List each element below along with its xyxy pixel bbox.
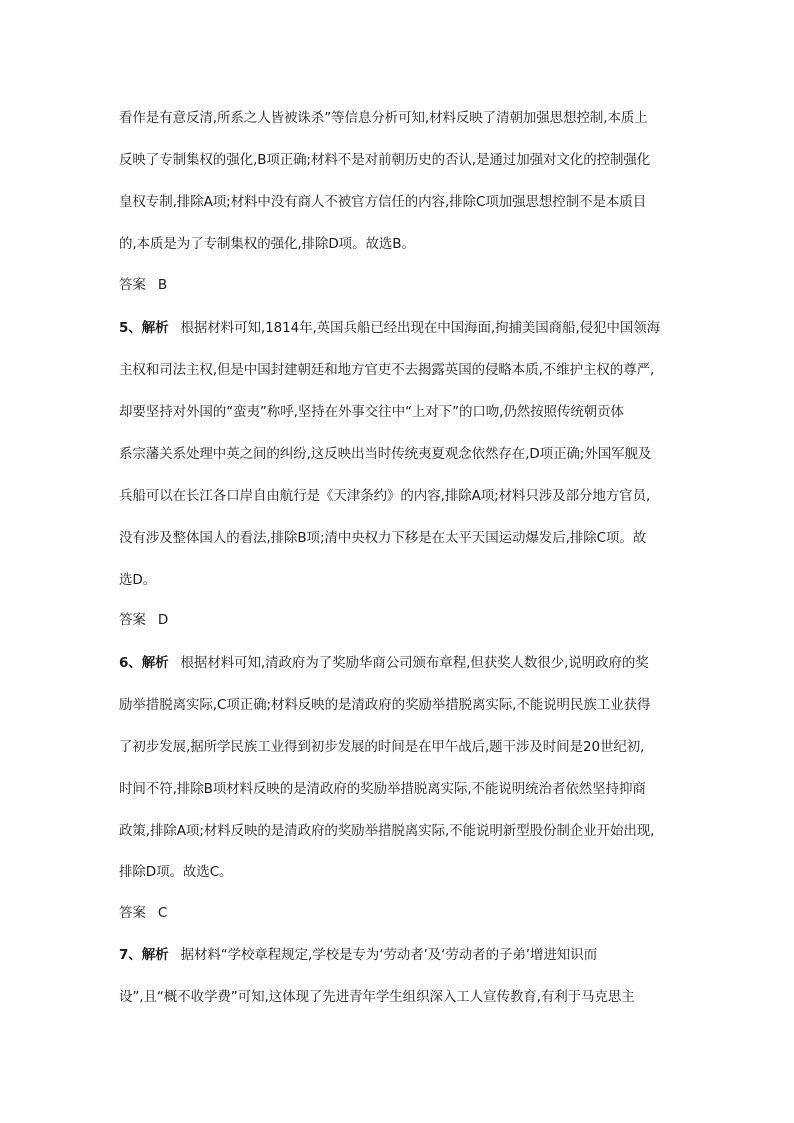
question-number: 7、 [119, 947, 142, 963]
answer-value: B [157, 277, 167, 293]
paragraph-line: 却要坚持对外国的“蛮夷”称呼,坚持在外事交往中“上对下”的口吻,仍然按照传统朝贡体 [119, 404, 624, 420]
paragraph-line: 看作是有意反清,所系之人皆被诛杀”等信息分析可知,材料反映了清朝加强思想控制,本质上 [119, 110, 648, 126]
paragraph-line: 主权和司法主权,但是中国封建朝廷和地方官吏不去揭露英国的侵略本质,不维护主权的尊严, [119, 362, 655, 378]
analysis-text: 根据材料可知,清政府为了奖励华商公司颁布章程,但获奖人数很少,说明政府的奖 [180, 655, 649, 671]
analysis-label: 解析 [141, 947, 169, 963]
analysis-label: 解析 [141, 320, 169, 336]
paragraph-line: 设”,且“概不收学费”可知,这体现了先进青年学生组织深入工人宣传教育,有利于马克思主 [119, 989, 635, 1005]
answer-line [119, 903, 679, 923]
answer-value: C [157, 905, 168, 921]
analysis-text: 据材料“学校章程规定,学校是专为‘劳动者’及‘劳动者的子弟’增进知识而 [180, 947, 597, 963]
paragraph-line: 政策,排除A项;材料反映的是清政府的奖励举措脱离实际,不能说明新型股份制企业开始出现, [119, 823, 655, 839]
paragraph-line: 皇权专制,排除A项;材料中没有商人不被官方信任的内容,排除C项加强思想控制不是本质目 [119, 194, 647, 210]
paragraph-line: 时间不符,排除B项材料反映的是清政府的奖励举措脱离实际,不能说明统治者依然坚持抑商 [119, 781, 646, 797]
paragraph-line: 没有涉及整体国人的看法,排除B项;清中央权力下移是在太平天国运动爆发后,排除C项。故 [119, 530, 647, 546]
question-6-first-line [119, 653, 679, 673]
question-number: 5、 [119, 320, 142, 336]
paragraph-line: 排除D项。故选C。 [119, 864, 233, 880]
answer-line [119, 275, 679, 295]
analysis-label: 解析 [141, 655, 169, 671]
paragraph-line: 的,本质是为了专制集权的强化,排除D项。故选B。 [119, 236, 415, 252]
paragraph-line: 选D。 [119, 572, 157, 588]
answer-value: D [157, 612, 169, 628]
paragraph-line: 系宗藩关系处理中英之间的纠纷,这反映出当时传统夷夏观念依然存在,D项正确;外国军舰及 [119, 446, 652, 462]
answer-label: 答案 [119, 612, 146, 628]
answer-label: 答案 [119, 277, 146, 293]
analysis-text: 根据材料可知,1814年,英国兵船已经出现在中国海面,拘捕美国商船,侵犯中国领海 [180, 320, 661, 336]
answer-label: 答案 [119, 905, 146, 921]
question-5-first-line [119, 318, 679, 338]
question-number: 6、 [119, 655, 142, 671]
answer-line [119, 610, 679, 630]
question-7-first-line [119, 945, 679, 965]
paragraph-line: 了初步发展,据所学民族工业得到初步发展的时间是在甲午战后,题干涉及时间是20世纪初, [119, 739, 645, 755]
paragraph-line: 励举措脱离实际,C项正确;材料反映的是清政府的奖励举措脱离实际,不能说明民族工业获得 [119, 697, 651, 713]
paragraph-line: 反映了专制集权的强化,B项正确;材料不是对前朝历史的否认,是通过加强对文化的控制强化 [119, 152, 651, 168]
paragraph-line: 兵船可以在长江各口岸自由航行是《天津条约》的内容,排除A项;材料只涉及部分地方官员, [119, 488, 651, 504]
